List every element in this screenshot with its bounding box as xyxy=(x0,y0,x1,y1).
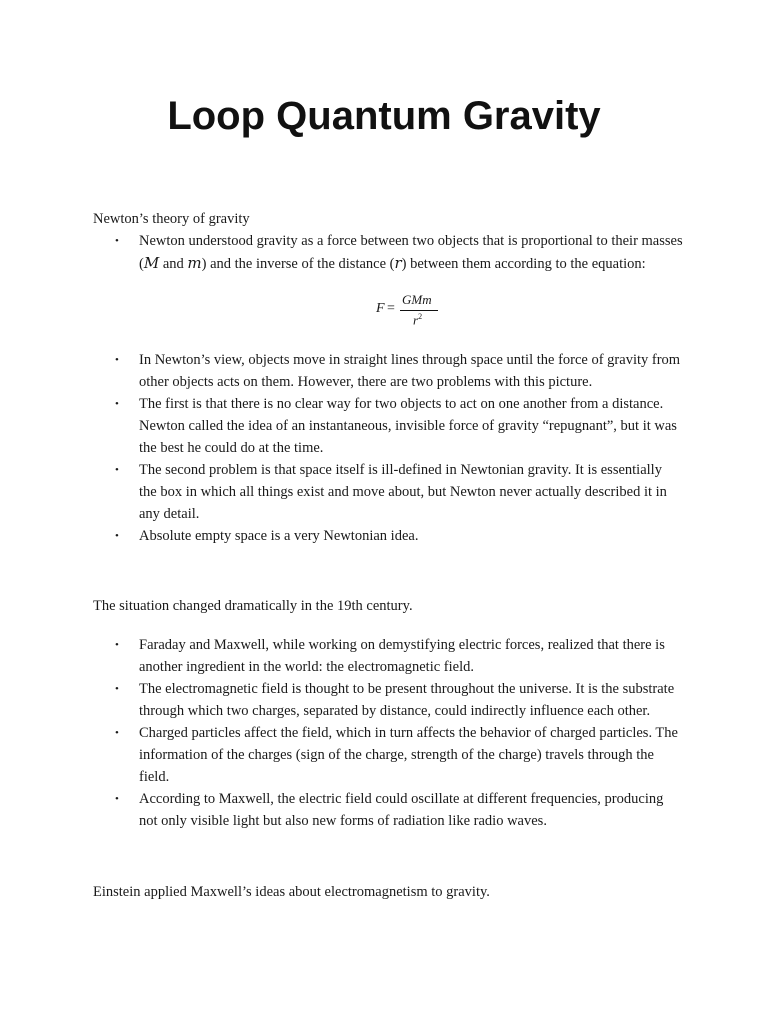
gravity-equation xyxy=(372,292,452,332)
equation-exponent: 2 xyxy=(418,312,423,321)
equation-equals: = xyxy=(387,301,395,316)
list-item: • Faraday and Maxwell, while working on demystifying electric forces, realized that there is another ingredient in the world: the electromagnetic field. xyxy=(93,634,683,678)
equation-denominator: $r^2$ xyxy=(413,312,423,328)
list-item: • In Newton’s view, objects move in straight lines through space until the force of gravity from other objects acts on them. However, there are two problems with this picture. xyxy=(93,349,683,393)
document-title: Loop Quantum Gravity xyxy=(167,94,601,138)
list-item: • According to Maxwell, the electric field could oscillate at different frequencies, producing not only visible light but also new forms of radiation like radio waves. xyxy=(93,788,683,832)
equation-numerator: GMm xyxy=(402,292,432,307)
list-item: • Newton understood gravity as a force between two objects that is proportional to their masses (M and m) and the inverse of the distance (r) between them according to the equation: xyxy=(93,230,683,275)
list-item: • Absolute empty space is a very Newtonian idea. xyxy=(93,525,683,547)
bullet-icon: • xyxy=(115,530,119,542)
list-item: • The electromagnetic field is thought to be present throughout the universe. It is the substrate through which two charges, separated by distance, could indirectly influence each other. xyxy=(93,678,683,722)
list-item: • The first is that there is no clear way for two objects to act on one another from a distance. Newton called the idea of an instantaneous, invisible force of gravity “repugnant”, but it was the best he could do at the time. xyxy=(93,393,683,459)
list-item: • Charged particles affect the field, which in turn affects the behavior of charged particles. The information of the charges (sign of the charge, strength of the charge) travels through the field. xyxy=(93,722,683,788)
bullet-icon: • xyxy=(115,398,119,410)
bullet-list-newton-intro xyxy=(93,230,683,275)
bullet-list-newton xyxy=(93,349,683,547)
section-heading-newton: Newton’s theory of gravity xyxy=(93,211,250,227)
bullet-icon: • xyxy=(115,235,119,247)
list-item: • The second problem is that space itself is ill-defined in Newtonian gravity. It is essentially the box in which all things exist and move about, but Newton never actually described it in any detail. xyxy=(93,459,683,525)
bullet-icon: • xyxy=(115,639,119,651)
bullet-icon: • xyxy=(115,793,119,805)
math-var-r: r xyxy=(394,254,402,272)
bullet-icon: • xyxy=(115,354,119,366)
closing-paragraph: Einstein applied Maxwell’s ideas about electromagnetism to gravity. xyxy=(93,884,490,900)
math-var-M: M xyxy=(143,254,160,272)
bullet-icon: • xyxy=(115,464,119,476)
math-var-m: m xyxy=(187,254,202,272)
fraction-bar xyxy=(400,310,438,311)
bullet-list-electromagnetism xyxy=(93,634,683,832)
bullet-icon: • xyxy=(115,727,119,739)
section-heading-19th-century: The situation changed dramatically in the 19th century. xyxy=(93,598,413,614)
bullet-icon: • xyxy=(115,683,119,695)
equation-lhs: F xyxy=(376,301,385,316)
